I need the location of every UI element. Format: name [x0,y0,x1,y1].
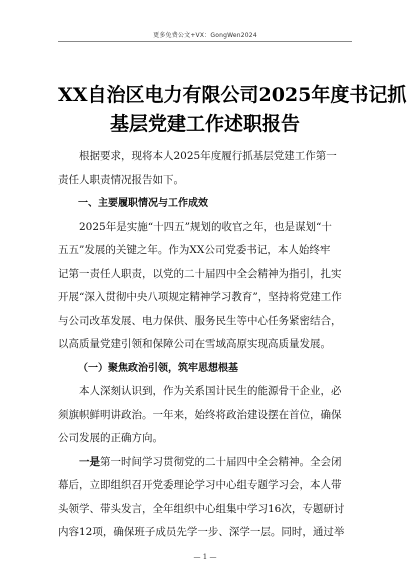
paragraph [58,451,352,545]
text-line: 幕后，立即组织召开党委理论学习中心组专题学习会，本人带 [58,479,342,491]
section-heading: 一、主要履职情况与工作成效 [78,198,208,209]
text-line: 开展“深入贯彻中央八项规定精神学习教育”，坚持将党建工作 [58,291,342,303]
text-line: 五五”发展的关键之年。作为XX公司党委书记，本人始终牢 [58,244,331,256]
text-line: 以高质量党建引领和保障公司在雪域高原实现高质量发展。 [58,338,331,350]
text-segment: 第一时间学习贯彻党的二十届四中全会精神。全会闭 [100,455,342,468]
title-line-1: XX自治区电力有限公司2025年度书记抓 [58,84,407,106]
page-title [58,81,407,139]
title-line-2: 基层党建工作述职报告 [109,113,300,135]
text-line: 责任人职责情况报告如下。 [58,173,184,186]
intro-paragraph [58,145,352,192]
text-line: 根据要求，现将本人2025年度履行抓基层党建工作第一 [79,150,337,162]
text-line: 公司发展的正确方向。 [58,432,163,444]
paragraph [58,380,352,451]
text-line: 与公司改革发展、电力保供、服务民生等中心任务紧密结合， [58,314,342,327]
header-divider [58,41,352,42]
page-number: — 1 — [193,553,217,561]
text-line: 记第一责任人职责，以党的二十届四中全会精神为指引，扎实 [58,267,342,280]
bold-lead: 一是 [79,455,100,468]
text-line: 本人深刻认识到，作为关系国计民生的能源骨干企业，必 [79,385,342,397]
text-line: 内容12项，确保班子成员先学一步、深学一层。同时，通过举 [58,526,345,538]
text-line: 须旗帜鲜明讲政治。一年来，始终将政治建设摆在首位，确保 [58,408,342,421]
paragraph [58,216,352,357]
text-line: 2025年是实施“十四五”规划的收官之年，也是谋划“十 [79,220,332,233]
subsection-heading: （一）聚焦政治引领，筑牢思想根基 [78,362,238,374]
document-body [58,145,352,545]
text-line [58,451,352,475]
text-line: 头领学、带头发言，全年组织中心组集中学习16次，专题研讨 [58,502,345,515]
header-note: 更多免费公文+VX：GongWen2024 [153,32,257,39]
